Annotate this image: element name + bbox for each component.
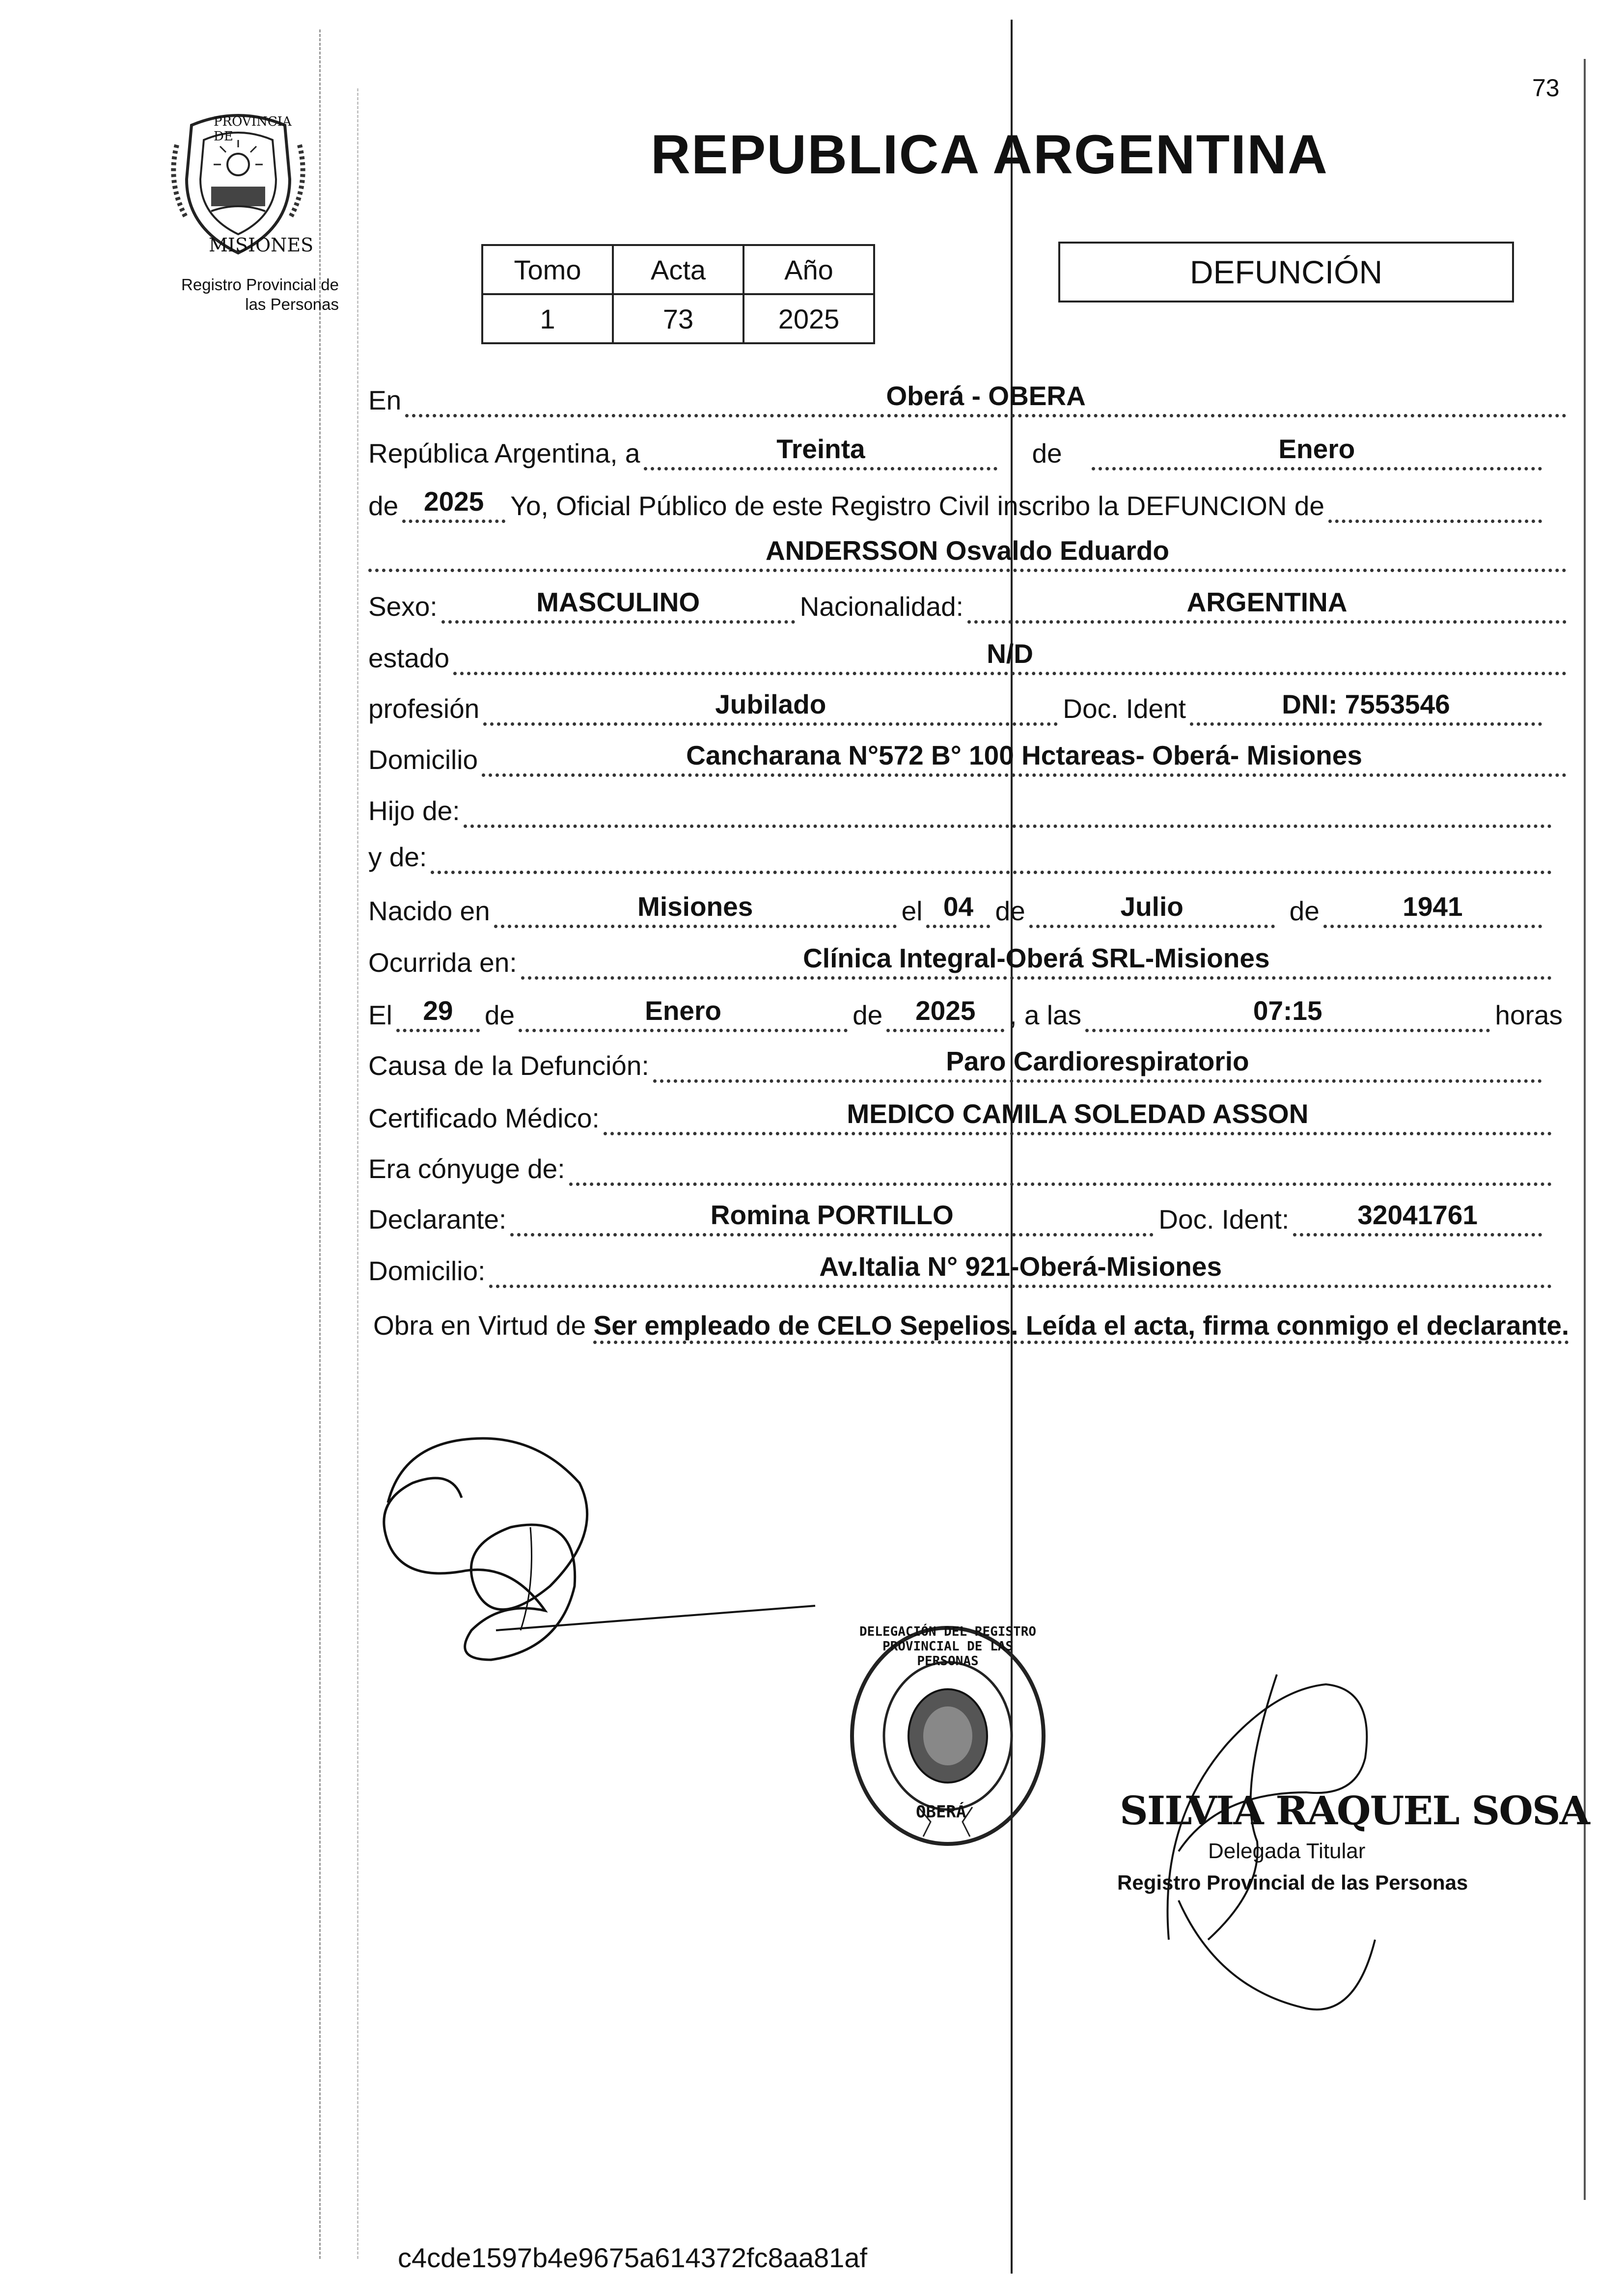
record-table	[481, 244, 875, 344]
field-hijo-de	[464, 824, 1552, 828]
field-declarante-doc: 32041761	[1293, 1197, 1542, 1236]
label-certificado: Certificado Médico:	[368, 1103, 600, 1133]
record-type-box: DEFUNCIÓN	[1058, 242, 1514, 302]
label-obra: Obra en Virtud de	[373, 1310, 586, 1341]
field-mes: Enero	[1092, 431, 1542, 470]
row-nacido	[368, 884, 1547, 928]
label-de-6: de	[853, 1000, 883, 1030]
label-doc-ident-2: Doc. Ident:	[1158, 1204, 1290, 1235]
row-certificado	[368, 1091, 1557, 1135]
field-certificado: MEDICO CAMILA SOLEDAD ASSON	[604, 1096, 1552, 1135]
declarant-signature	[373, 1424, 864, 1768]
field-declarante: Romina PORTILLO	[510, 1197, 1154, 1236]
field-domicilio: Cancharana N°572 B° 100 Hctareas- Oberá- Misiones	[482, 737, 1567, 777]
header-anio: Año	[743, 245, 874, 294]
label-conyuge: Era cónyuge de:	[368, 1153, 565, 1184]
field-nacido-en: Misiones	[494, 888, 897, 928]
field-y-de	[431, 871, 1552, 874]
label-domicilio-2: Domicilio:	[368, 1256, 486, 1286]
row-causa	[368, 1039, 1547, 1083]
field-estado: N/D	[453, 635, 1567, 675]
field-def-dia: 29	[396, 992, 480, 1032]
field-sexo: MASCULINO	[441, 584, 795, 624]
seal-text-top: PROVINCIA DE	[214, 114, 292, 144]
left-margin-dash	[319, 29, 321, 2259]
field-def-mes: Enero	[519, 992, 848, 1032]
field-nombre: ANDERSSON Osvaldo Eduardo	[368, 532, 1567, 572]
value-anio: 2025	[743, 294, 874, 343]
row-profesion	[368, 682, 1547, 726]
field-def-anio: 2025	[886, 992, 1004, 1032]
label-de-1: de	[1032, 438, 1062, 468]
label-a-las: , a las	[1009, 1000, 1082, 1030]
label-sexo: Sexo:	[368, 591, 438, 622]
label-nacido-en: Nacido en	[368, 896, 490, 926]
signatory-office: Registro Provincial de las Personas	[1117, 1871, 1468, 1894]
row-domicilio	[368, 733, 1571, 777]
label-causa: Causa de la Defunción:	[368, 1050, 649, 1081]
signatory-name: SILVIA RAQUEL SOSA	[1120, 1787, 1589, 1834]
row-estado	[368, 631, 1571, 675]
official-stamp	[845, 1620, 1051, 1851]
row-domicilio-2	[368, 1244, 1557, 1288]
row-ocurrida	[368, 935, 1557, 980]
field-profesion: Jubilado	[483, 686, 1058, 726]
signatory-role: Delegada Titular	[1208, 1839, 1366, 1863]
field-nac-mes: Julio	[1029, 888, 1275, 928]
label-de-4: de	[1289, 896, 1320, 926]
row-declarante	[368, 1192, 1547, 1236]
label-y-de: y de:	[368, 842, 427, 872]
value-acta: 73	[613, 294, 743, 343]
right-frame-line	[1584, 59, 1586, 2200]
label-en: En	[368, 385, 402, 415]
seal-text-bottom: MISIONES	[209, 234, 314, 256]
label-doc-ident: Doc. Ident	[1063, 693, 1186, 724]
label-horas: horas	[1495, 1000, 1563, 1030]
stamp-ring-text: DELEGACIÓN DEL REGISTRO PROVINCIAL DE LAS PERSONAS	[859, 1624, 1037, 1669]
label-estado: estado	[368, 643, 450, 673]
field-conyuge	[569, 1182, 1552, 1186]
row-lugar	[368, 373, 1571, 417]
row-sexo	[368, 579, 1571, 624]
label-de-5: de	[484, 1000, 515, 1030]
row-nombre	[368, 528, 1571, 572]
label-el: el	[901, 896, 923, 926]
row-y-de	[368, 830, 1557, 874]
label-de-2: de	[368, 491, 399, 521]
label-ocurrida-en: Ocurrida en:	[368, 947, 517, 978]
label-hijo-de: Hijo de:	[368, 796, 460, 826]
header-tomo: Tomo	[482, 245, 613, 294]
field-dia-texto: Treinta	[644, 431, 997, 470]
left-margin-dash-2	[357, 88, 358, 2259]
label-nacionalidad: Nacionalidad:	[799, 591, 963, 622]
stamp-city: OBERÁ	[916, 1802, 966, 1822]
value-tomo: 1	[482, 294, 613, 343]
label-yo-oficial: Yo, Oficial Público de este Registro Civil inscribo la DEFUNCION de	[510, 491, 1324, 521]
row-conyuge	[368, 1142, 1557, 1186]
field-nac-dia: 04	[926, 888, 990, 928]
field-lugar: Oberá - OBERA	[405, 378, 1567, 417]
field-declarante-domicilio: Av.Italia N° 921-Oberá-Misiones	[489, 1248, 1552, 1288]
registry-caption-line2: las Personas	[245, 295, 339, 313]
row-anio-yo	[368, 479, 1547, 523]
label-republica: República Argentina, a	[368, 438, 640, 468]
field-nac-anio: 1941	[1323, 888, 1542, 928]
field-ocurrida-en: Clínica Integral-Oberá SRL-Misiones	[521, 940, 1552, 980]
row-hijo-de	[368, 784, 1557, 828]
document-title: REPUBLICA ARGENTINA	[651, 124, 1328, 185]
provincial-seal	[162, 106, 314, 258]
label-el-cap: El	[368, 1000, 392, 1030]
registry-caption	[123, 275, 339, 314]
field-obra-virtud: Ser empleado de CELO Sepelios. Leída el acta, firma conmigo el declarante.	[593, 1310, 1569, 1344]
field-documento: DNI: 7553546	[1190, 686, 1542, 726]
row-fecha-defuncion	[368, 988, 1567, 1032]
label-de-3: de	[995, 896, 1025, 926]
field-def-hora: 07:15	[1085, 992, 1490, 1032]
field-blank-de	[1328, 520, 1542, 523]
label-declarante: Declarante:	[368, 1204, 507, 1235]
field-anio: 2025	[402, 483, 505, 523]
document-hash: c4cde1597b4e9675a614372fc8aa81af	[398, 2242, 868, 2273]
row-fecha-inscripcion	[368, 426, 1547, 470]
label-domicilio: Domicilio	[368, 744, 478, 775]
label-profesion: profesión	[368, 693, 480, 724]
field-nacionalidad: ARGENTINA	[967, 584, 1567, 624]
field-causa: Paro Cardiorespiratorio	[653, 1043, 1542, 1083]
page-number: 73	[1532, 74, 1560, 102]
registry-caption-line1: Registro Provincial de	[181, 275, 339, 294]
obra-en-virtud	[373, 1306, 1576, 1345]
header-acta: Acta	[613, 245, 743, 294]
